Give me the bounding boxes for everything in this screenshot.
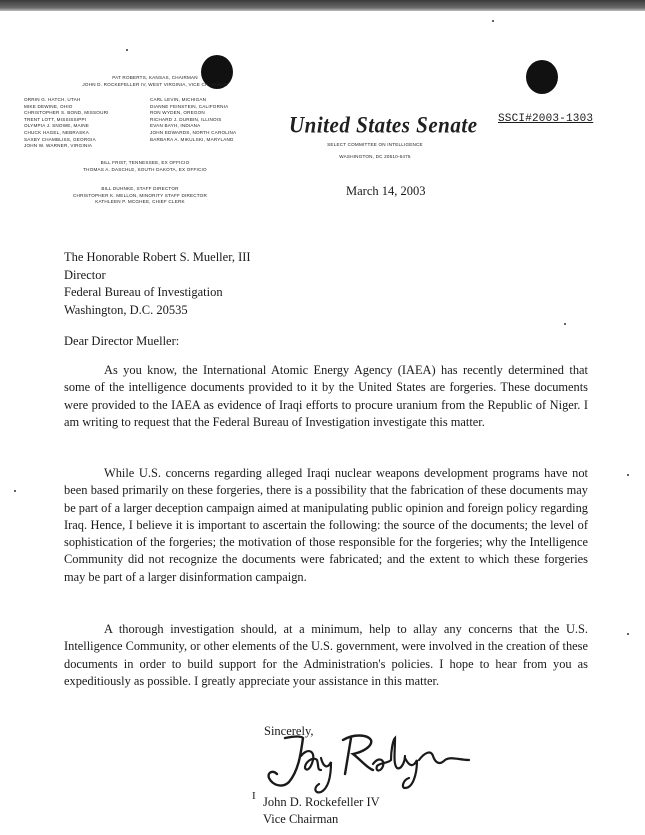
recipient-org: Federal Bureau of Investigation xyxy=(64,285,223,299)
member-name: JOHN EDWARDS, NORTH CAROLINA xyxy=(150,129,237,135)
scan-speck xyxy=(14,490,16,492)
recipient-name: The Honorable Robert S. Mueller, III xyxy=(64,250,251,264)
signer-title: Vice Chairman xyxy=(263,812,339,826)
salutation: Dear Director Mueller: xyxy=(64,334,180,348)
staff-line: KATHLEEN P. MCGHEE, CHIEF CLERK xyxy=(95,199,185,205)
body-paragraph-2: While U.S. concerns regarding alleged Iraqi nuclear weapons development programs have not been based primarily on these forgeries, there is a possibility that the fabrication of these documents may be part of a larger deception campaign aimed at manipulating public opinion and foreign policy regarding Iraq. Hence, I believe it is important to ascertain the following: the source of the documents; the level of sophistication of the forgeries; the motivation of those responsible for the forgeries; why the Intelligence Community did not recognize the documents were fabricated; and the extent to which these forgeries may be part of a larger disinformation campaign. xyxy=(64,466,588,584)
signer-block xyxy=(263,794,380,828)
members-header xyxy=(80,75,230,88)
scan-top-border xyxy=(0,0,645,11)
committee-city: WASHINGTON, DC 20510-6475 xyxy=(339,153,411,159)
scan-speck xyxy=(627,633,629,635)
senate-title: United States Senate xyxy=(289,111,478,139)
member-name: MIKE DEWINE, OHIO xyxy=(24,103,73,109)
members-left-column xyxy=(24,97,109,150)
handwritten-signature xyxy=(255,730,475,800)
members-header-line: JOHN D. ROCKEFELLER IV, WEST VIRGINIA, VICE CHAIRMAN xyxy=(82,81,228,87)
committee-block xyxy=(320,142,430,160)
scan-speck xyxy=(492,20,494,22)
member-name: ORRIN G. HATCH, UTAH xyxy=(24,97,81,102)
document-number: SSCI#2003-1303 xyxy=(498,113,594,125)
scan-speck xyxy=(627,474,629,476)
initial-mark: I xyxy=(252,790,256,802)
body-paragraph-1: As you know, the International Atomic Energy Agency (IAEA) has recently determined that some of the intelligence documents provided to it by the United States are forgeries. These documents were provided to the IAEA as evidence of Iraqi efforts to procure uranium from the Republic of Niger. I am writing to request that the Federal Bureau of Investigation investigate this matter. xyxy=(64,363,588,429)
scan-speck xyxy=(564,323,566,325)
closing: Sincerely, xyxy=(264,724,314,738)
member-name: CHUCK HAGEL, NEBRASKA xyxy=(24,129,89,135)
member-name: EVAN BAYH, INDIANA xyxy=(150,123,201,129)
recipient-address xyxy=(64,249,251,319)
staff-line: CHRISTOPHER K. MELLON, MINORITY STAFF DIRECTOR xyxy=(73,192,207,198)
member-name: RON WYDEN, OREGON xyxy=(150,110,205,116)
recipient-title: Director xyxy=(64,267,106,282)
redaction-mark-right xyxy=(526,60,558,94)
staff-block xyxy=(60,186,220,206)
ex-officio-block xyxy=(70,160,220,173)
member-name: RICHARD J. DURBIN, ILLINOIS xyxy=(150,116,222,122)
scan-speck xyxy=(126,49,128,51)
ex-officio-line: BILL FRIST, TENNESSEE, EX OFFICIO xyxy=(100,160,190,165)
member-name: TRENT LOTT, MISSISSIPPI xyxy=(24,116,87,122)
members-right-column xyxy=(150,97,236,143)
member-name: DIANNE FEINSTEIN, CALIFORNIA xyxy=(150,103,229,109)
staff-line: BILL DUHNKE, STAFF DIRECTOR xyxy=(101,186,179,191)
letter-date: March 14, 2003 xyxy=(346,184,426,198)
member-name: SAXBY CHAMBLISS, GEORGIA xyxy=(24,136,96,142)
member-name: JOHN W. WARNER, VIRGINIA xyxy=(24,143,93,149)
member-name: BARBARA A. MIKULSKI, MARYLAND xyxy=(150,136,234,142)
body-paragraph-3: A thorough investigation should, at a minimum, help to allay any concerns that the U.S. Intelligence Community, or other elements of the U.S. government, were involved in the creation of these documents in order to build support for the Administration's policies. I hope to hear from you as expeditiously as possible. I greatly appreciate your assistance in this matter. xyxy=(64,622,588,688)
ex-officio-line: THOMAS A. DASCHLE, SOUTH DAKOTA, EX OFFICIO xyxy=(83,166,207,172)
signer-name: John D. Rockefeller IV xyxy=(263,795,380,809)
recipient-city: Washington, D.C. 20535 xyxy=(64,302,188,317)
member-name: CARL LEVIN, MICHIGAN xyxy=(150,97,207,102)
member-name: CHRISTOPHER S. BOND, MISSOURI xyxy=(24,110,109,116)
members-header-line: PAT ROBERTS, KANSAS, CHAIRMAN xyxy=(112,75,198,80)
committee-name: SELECT COMMITTEE ON INTELLIGENCE xyxy=(327,142,423,147)
member-name: OLYMPIA J. SNOWE, MAINE xyxy=(24,123,90,129)
